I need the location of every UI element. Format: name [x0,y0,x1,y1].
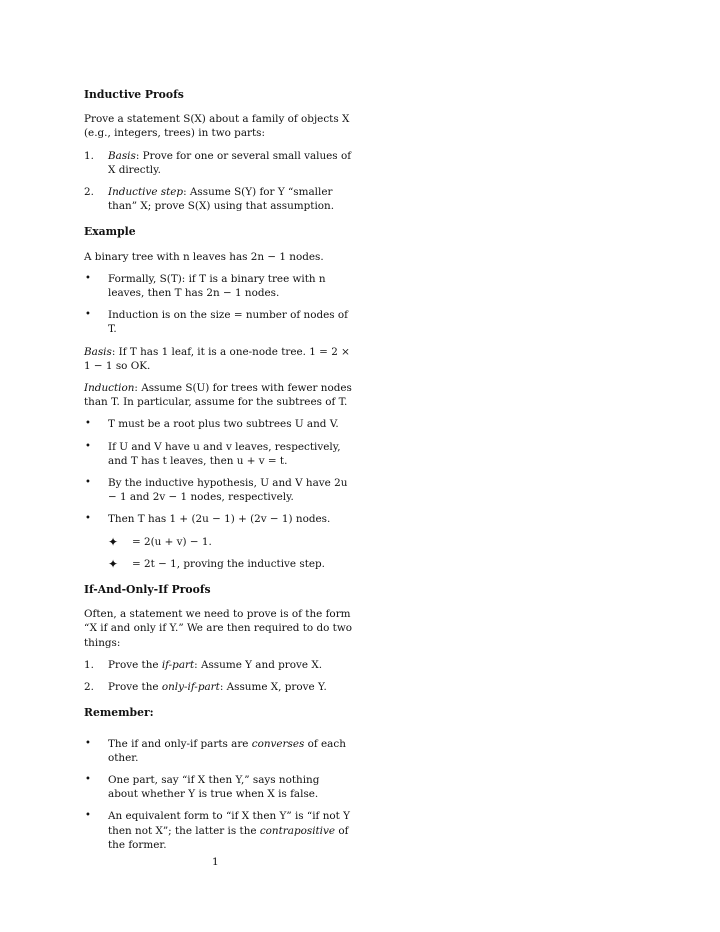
list-marker: 2. [84,681,94,694]
list-item [84,773,352,801]
list-item [84,308,352,336]
example-intro: A binary tree with n leaves has 2n − 1 nodes. [84,250,324,263]
term-inductive-step: Inductive step [108,186,184,199]
iff-intro: Often, a statement we need to prove is of the form “X if and only if Y.” We are then required to do two things: [84,608,352,649]
list-item-if-part [84,658,352,672]
inductive-step-text: : Assume S(Y) for Y “smaller than” X; prove S(X) using that assumption. [108,186,335,213]
item-prefix: Prove the [108,658,162,671]
bullet-icon: • [85,309,91,321]
item-text: : Assume Y and prove X. [194,658,323,671]
bullet-text: If U and V have u and v leaves, respectively, and T has t leaves, then u + v = t. [108,440,341,467]
list-item-only-if-part [84,680,352,694]
term-induction: Induction [84,382,135,395]
bullet-text: An equivalent form to “if X then Y” is “if not Y then not X”; the latter is the [108,810,350,837]
induction-paragraph-text: : Assume S(U) for trees with fewer nodes than T. In particular, assume for the subtrees of T. [84,382,352,409]
diamond-icon: ✦ [108,534,119,549]
bullet-icon: • [85,513,91,525]
term-basis: Basis [84,345,112,358]
basis-paragraph-text: : If T has 1 leaf, it is a one-node tree. 1 = 2 × 1 − 1 so OK. [84,345,350,372]
page-number: 1 [212,856,219,868]
bullet-icon: • [85,773,91,785]
list-item [84,272,352,300]
list-item-inductive-step [84,185,352,213]
section-title-inductive-proofs: Inductive Proofs [84,88,184,101]
list-marker: 1. [84,149,94,162]
sub-list-item [84,557,352,571]
list-item [84,440,352,468]
term-only-if-part: only-if-part [161,681,220,694]
bullet-icon: • [85,418,91,430]
bullet-icon: • [85,810,91,822]
term-converses: converses [251,737,305,750]
sub-item-text: = 2t − 1, proving the inductive step. [132,557,325,570]
item-prefix: Prove the [108,681,162,694]
bullet-icon: • [85,440,91,452]
list-item [84,809,352,852]
document-page [84,88,352,860]
item-text: : Assume X, prove Y. [219,681,327,694]
list-item [84,476,352,504]
section-title-remember: Remember: [84,706,154,720]
bullet-icon: • [85,272,91,284]
bullet-icon: • [85,737,91,749]
term-if-part: if-part [161,658,195,671]
bullet-text: T must be a root plus two subtrees U and V. [108,418,339,431]
term-basis: Basis [108,149,136,162]
list-item-basis [84,149,352,177]
section-title-iff-proofs: If-And-Only-If Proofs [84,583,211,597]
bullet-text: Induction is on the size = number of nodes of T. [108,309,349,336]
list-marker: 1. [84,658,94,671]
list-item [84,512,352,526]
bullet-text: of each other. [108,737,346,764]
bullet-text: of the former. [108,824,349,851]
induction-paragraph [84,381,352,409]
diamond-icon: ✦ [108,556,119,571]
sub-list-item [84,535,352,549]
inductive-intro: Prove a statement S(X) about a family of objects X (e.g., integers, trees) in two parts: [84,113,350,140]
basis-paragraph [84,345,352,373]
basis-text: : Prove for one or several small values of X directly. [108,149,352,176]
list-marker: 2. [84,186,94,199]
bullet-text: Then T has 1 + (2u − 1) + (2v − 1) nodes. [108,513,331,526]
bullet-text: By the inductive hypothesis, U and V have 2u − 1 and 2v − 1 nodes, respectively. [108,477,348,504]
sub-item-text: = 2(u + v) − 1. [132,535,212,548]
section-title-example: Example [84,225,136,239]
bullet-text: The if and only-if parts are [108,737,252,750]
bullet-text: One part, say “if X then Y,” says nothing about whether Y is true when X is false. [108,773,320,801]
bullet-icon: • [85,477,91,489]
term-contrapositive: contrapositive [259,824,336,837]
list-item [84,737,352,765]
bullet-text: Formally, S(T): if T is a binary tree with n leaves, then T has 2n − 1 nodes. [108,272,326,300]
list-item [84,417,352,431]
